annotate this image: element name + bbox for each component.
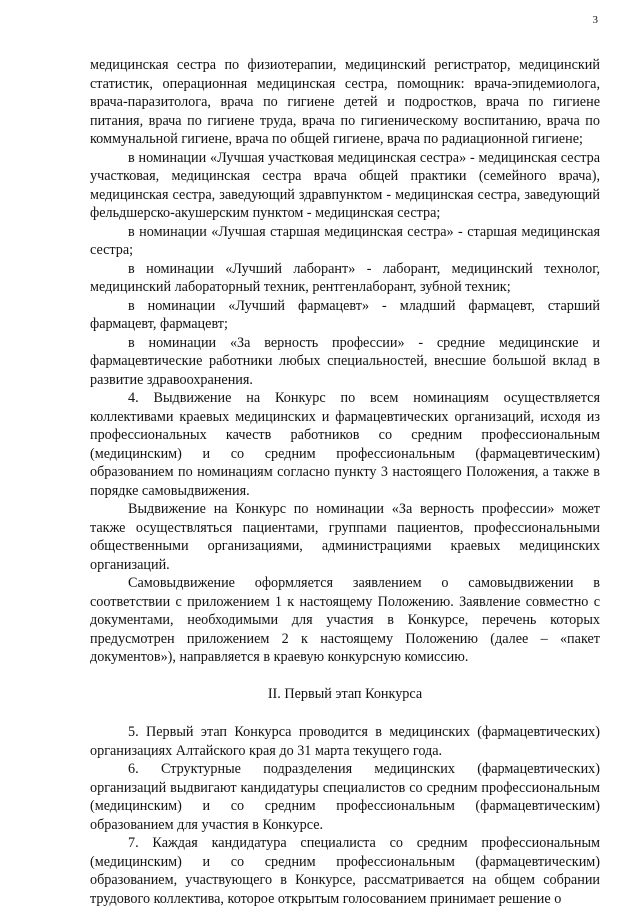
paragraph: 6. Структурные подразделения медицинских (фармацевтических) организаций выдвигают кандидатуры специалистов со средним профессиональным (медицинским) и со средним профессиональным (фармацевтическим) образованием для участия в Конкурсе. bbox=[90, 761, 600, 833]
paragraph: в номинации «Лучший фармацевт» - младший фармацевт, старший фармацевт, фармацевт; bbox=[90, 297, 600, 332]
paragraph: медицинская сестра по физиотерапии, медицинский регистратор, медицинский статистик, операционная медицинская сестра, помощник: врача-эпидемиолога, врача-паразитолога, врача по гигиене детей и подростков, врача по гигиене питания, врача по гигиене труда, врача по гигиеническому воспитанию, врача по коммунальной гигиене, врача по общей гигиене, врача по радиационной гигиене; bbox=[90, 57, 600, 147]
paragraph: Самовыдвижение оформляется заявлением о самовыдвижении в соответствии с приложением 1 к настоящему Положению. Заявление совместно с документами, необходимыми для участия в Конкурсе, перечень которых предусмотрен приложением 2 к настоящему Положению (далее – «пакет документов»), направляется в краевую конкурсную комиссию. bbox=[90, 575, 600, 665]
paragraph: в номинации «Лучший лаборант» - лаборант, медицинский технолог, медицинский лабораторный техник, рентгенлаборант, зубной техник; bbox=[90, 260, 600, 295]
paragraph: в номинации «Лучшая участковая медицинская сестра» - медицинская сестра участковая, медицинская сестра врача общей практики (семейного врача), медицинская сестра, заведующий здравпунктом - медицинская сестра, заведующий фельдшерско-акушерским пунктом - медицинская сестра; bbox=[90, 149, 600, 221]
paragraph: 7. Каждая кандидатура специалиста со средним профессиональным (медицинским) и со средним профессиональным (фармацевтическим) образованием, участвующего в Конкурсе, рассматривается на общем собрании трудового коллектива, которое открытым голосованием принимает решение о bbox=[90, 835, 600, 907]
paragraph: Выдвижение на Конкурс по номинации «За верность профессии» может также осуществляться пациентами, группами пациентов, профессиональными общественными организациями, администрациями краевых медицинских организаций. bbox=[90, 501, 600, 573]
document-body bbox=[90, 56, 600, 908]
paragraph: 5. Первый этап Конкурса проводится в медицинских (фармацевтических) организациях Алтайского края до 31 марта текущего года. bbox=[90, 724, 600, 759]
paragraph: в номинации «Лучшая старшая медицинская сестра» - старшая медицинская сестра; bbox=[90, 223, 600, 258]
paragraph: в номинации «За верность профессии» - средние медицинские и фармацевтические работники любых специальностей, внесшие большой вклад в развитие здравоохранения. bbox=[90, 334, 600, 388]
section-heading: II. Первый этап Конкурса bbox=[267, 685, 423, 702]
paragraph: 4. Выдвижение на Конкурс по всем номинациям осуществляется коллективами краевых медицинских и фармацевтических организаций, исходя из профессиональных качеств работников со средним профессиональным (медицинским) и со средним профессиональным (фармацевтическим) образованием по номинациям согласно пункту 3 настоящего Положения, а также в порядке самовыдвижения. bbox=[90, 390, 600, 499]
page-number: 3 bbox=[592, 14, 598, 26]
